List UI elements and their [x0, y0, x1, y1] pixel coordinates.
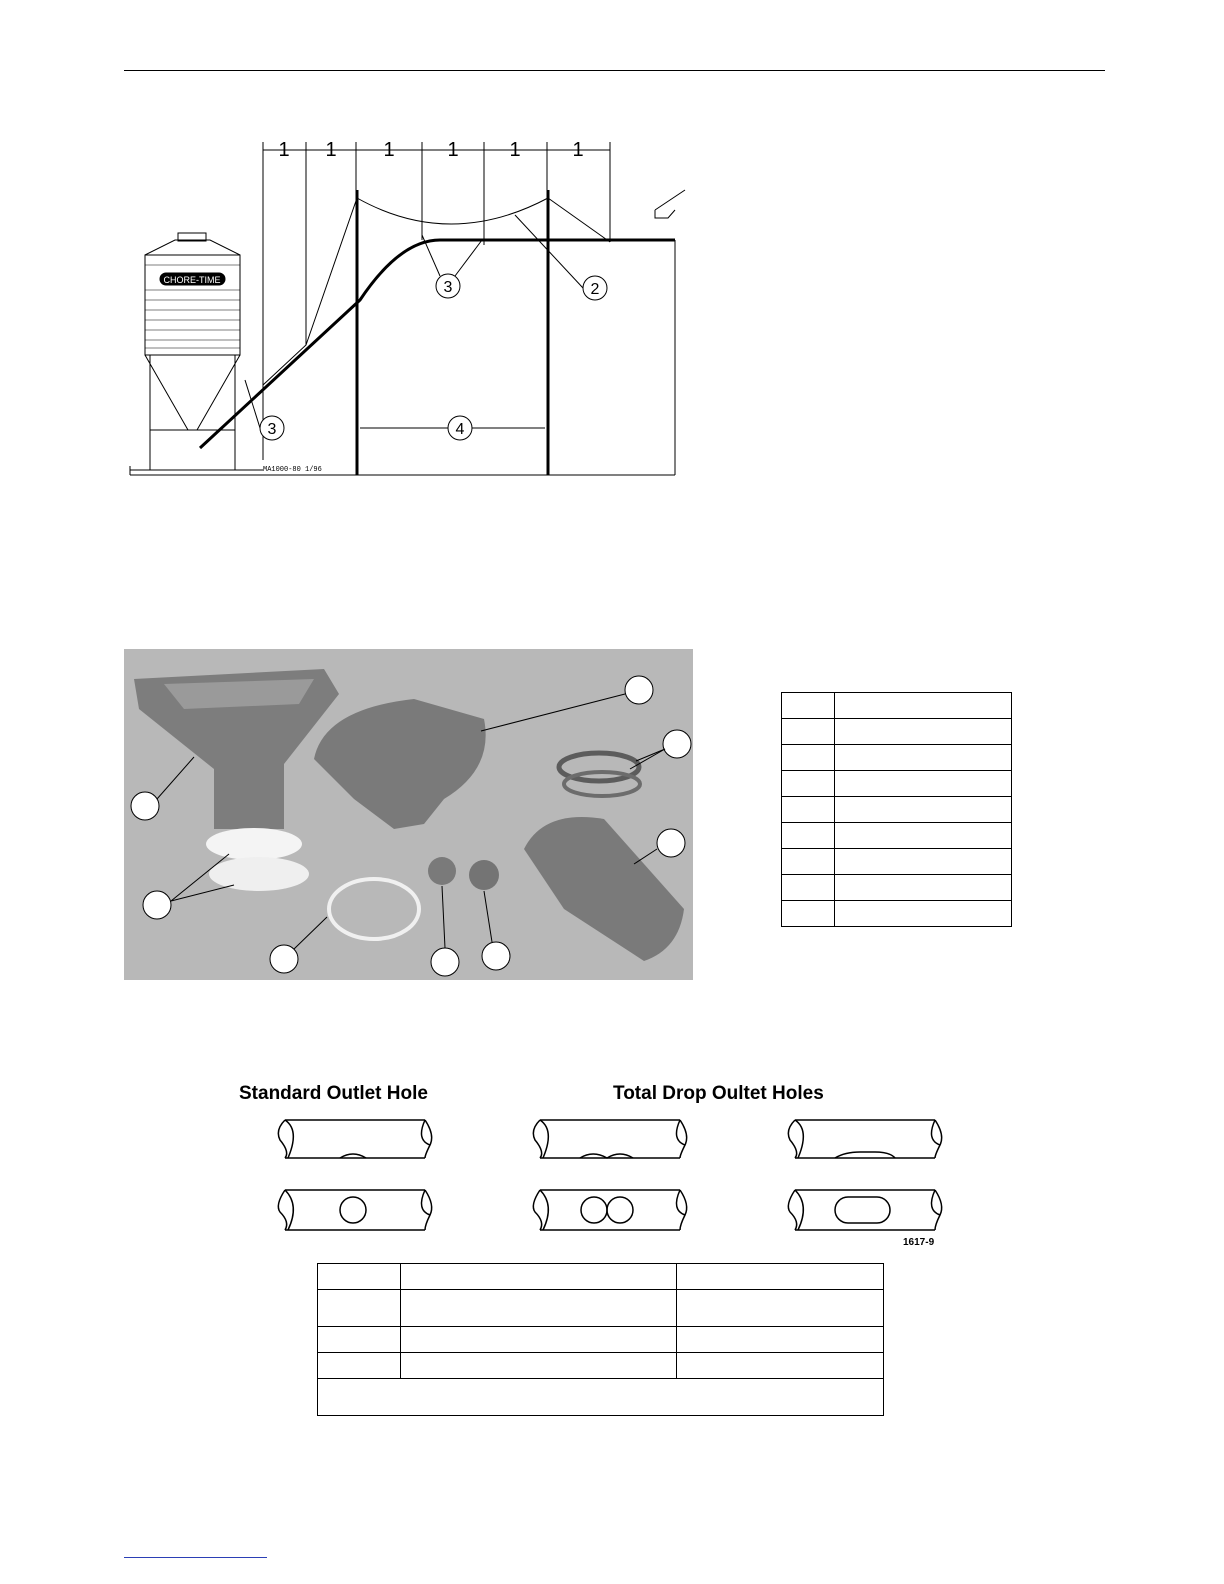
- table-row: [782, 771, 1012, 797]
- table-note-row: [318, 1379, 884, 1416]
- standard-top-view: [278, 1190, 431, 1230]
- outlet-holes-figure: [240, 1080, 960, 1250]
- parts-photo: [124, 649, 693, 980]
- total-drop-title: Total Drop Oultet Holes: [613, 1083, 824, 1104]
- silo-brand: CHORE-TIME: [163, 275, 221, 285]
- dim-label-4: 1: [447, 139, 459, 161]
- dim-label-1: 1: [278, 139, 290, 161]
- table-row: [318, 1327, 884, 1353]
- table-row: [782, 875, 1012, 901]
- header-rule: [124, 70, 1105, 71]
- callout-3a: 3: [443, 279, 453, 296]
- drawing-ref: MA1000-80 1/96: [263, 466, 322, 474]
- table-row: [782, 823, 1012, 849]
- callout-2: 2: [590, 281, 600, 298]
- dim-label-3: 1: [383, 139, 395, 161]
- callout-3b: 3: [267, 421, 277, 438]
- total-drop-top-view-1: [533, 1190, 686, 1230]
- standard-outlet-title: Standard Outlet Hole: [239, 1083, 428, 1104]
- table-row: [782, 719, 1012, 745]
- outlet-hole-table: [317, 1263, 884, 1416]
- table-row: [782, 849, 1012, 875]
- table-row: [782, 901, 1012, 927]
- table-row: [782, 693, 1012, 719]
- dim-label-2: 1: [325, 139, 337, 161]
- table-row: [782, 797, 1012, 823]
- table-row: [318, 1290, 884, 1327]
- footer-link-rule: [124, 1557, 267, 1558]
- total-drop-side-view-1: [533, 1120, 686, 1158]
- table-row: [318, 1353, 884, 1379]
- total-drop-side-view-2: [788, 1120, 941, 1158]
- total-drop-top-view-2: [788, 1190, 941, 1230]
- table-row: [318, 1264, 884, 1290]
- dim-label-5: 1: [509, 139, 521, 161]
- figure-ref: 1617-9: [903, 1237, 935, 1248]
- installation-diagram: [120, 130, 700, 485]
- callout-4: 4: [455, 421, 465, 438]
- standard-side-view: [278, 1120, 431, 1158]
- parts-table: [781, 692, 1012, 927]
- dim-label-6: 1: [572, 139, 584, 161]
- table-row: [782, 745, 1012, 771]
